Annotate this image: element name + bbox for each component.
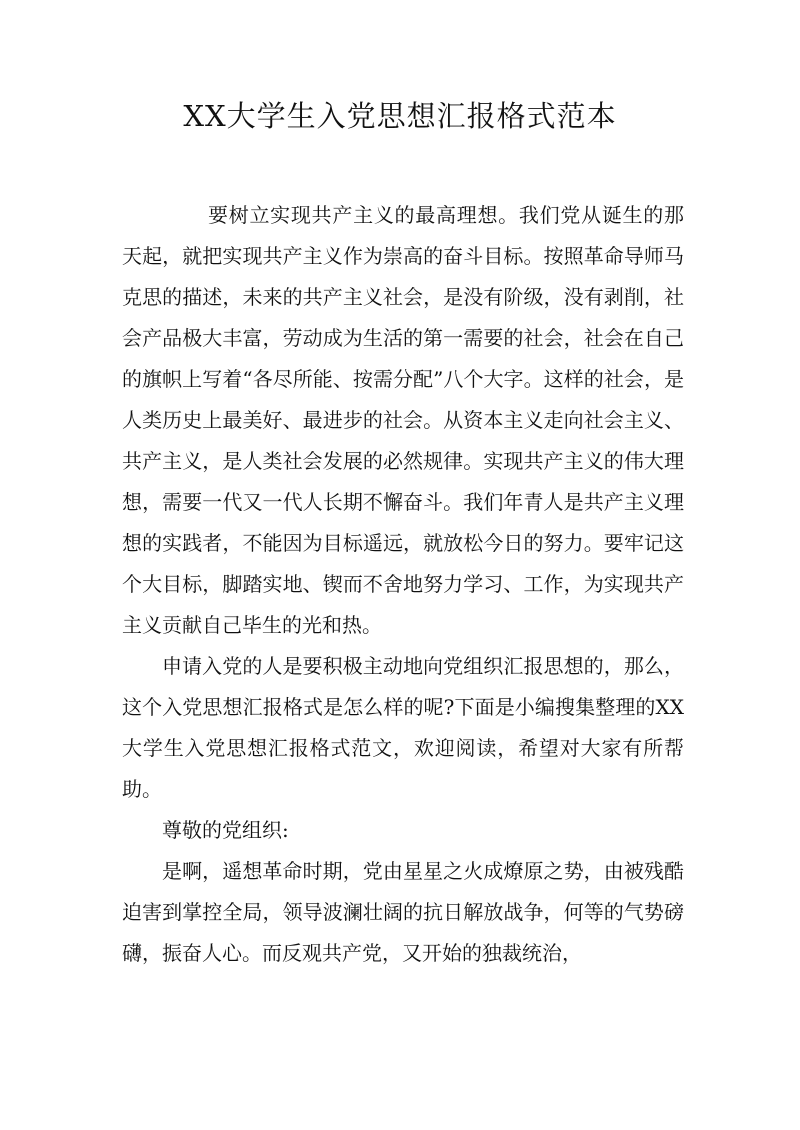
paragraph-salutation: 尊敬的党组织: [162,818,289,842]
document-body [122,195,684,974]
paragraph-ideal: 要树立实现共产主义的最高理想。我们党从诞生的那天起，就把实现共产主义作为崇高的奋斗目标。按照革命导师马克思的描述，未来的共产主义社会，是没有阶级，没有剥削，社会产品极大丰富，劳动成为生活的第一需要的社会，社会在自己的旗帜上写着“各尽所能、按需分配”八个大字。这样的社会，是人类历史上最美好、最进步的社会。从资本主义走向社会主义、共产主义，是人类社会发展的必然规律。实现共产主义的伟大理想，需要一代又一代人长期不懈奋斗。我们年青人是共产主义理想的实践者，不能因为目标遥远，就放松今日的努力。要牢记这个大目标，脚踏实地、锲而不舍地努力学习、工作，为实现共产主义贡献自己毕生的光和热。 [122,203,684,637]
paragraph-history: 是啊，遥想革命时期，党由星星之火成燎原之势，由被残酷迫害到掌控全局，领导波澜壮阔的抗日解放战争，何等的气势磅礴，振奋人心。而反观共产党，又开始的独裁统治， [122,859,684,965]
document-title: XX大学生入党思想汇报格式范本 [183,99,617,133]
paragraph-intro: 申请入党的人是要积极主动地向党组织汇报思想的，那么，这个入党思想汇报格式是怎么样的呢?下面是小编搜集整理的XX大学生入党思想汇报格式范文，欢迎阅读，希望对大家有所帮助。 [122,654,684,801]
